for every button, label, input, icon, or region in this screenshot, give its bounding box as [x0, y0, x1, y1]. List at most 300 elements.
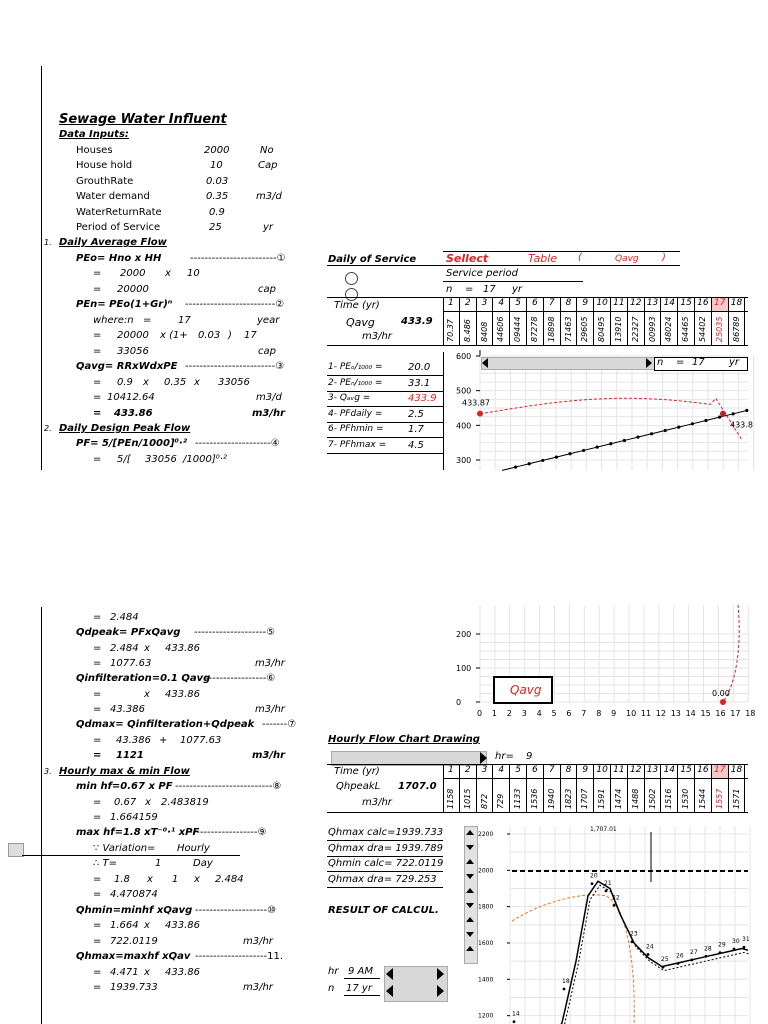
value: 2.484 — [110, 612, 139, 623]
eq-sign: = — [93, 936, 102, 947]
value: 1.8 — [114, 874, 130, 885]
cell-divider — [660, 779, 661, 812]
value-cell: 1474 — [614, 788, 623, 809]
point-right — [720, 411, 726, 417]
data-point — [647, 953, 650, 956]
value: 33056 — [218, 377, 250, 388]
divider — [327, 391, 443, 392]
value-cell: 48024 — [664, 316, 674, 342]
value: 1077.63 — [110, 658, 152, 669]
cell-divider — [610, 779, 611, 812]
qpeak-value: 1707.0 — [398, 781, 437, 792]
qpeak-label: QhpeakL — [336, 781, 381, 792]
value-cell: 1015 — [462, 788, 472, 809]
divider — [327, 856, 443, 857]
data-point — [541, 459, 544, 462]
year-cell: 9 — [577, 298, 594, 311]
y-tick-label: 1600 — [478, 940, 494, 947]
data-point — [664, 429, 667, 432]
value-cell: 18898 — [546, 316, 556, 342]
section-heading: Daily Average Flow — [59, 237, 167, 248]
value-cell: 8.486 — [462, 319, 472, 342]
unit: m3/hr — [243, 936, 273, 947]
value: 4.471 — [110, 967, 139, 978]
value-cell: 87278 — [530, 316, 539, 342]
value-cell: 86789 — [731, 316, 741, 342]
divider — [327, 453, 443, 454]
cell-divider — [492, 779, 493, 812]
year-cell: 1 — [443, 765, 460, 778]
formula: Qavg= RRxWdxPE — [76, 361, 178, 372]
operator: x — [144, 967, 150, 978]
scroll-left-icon[interactable] — [482, 358, 488, 368]
input-label: Houses — [76, 145, 113, 156]
point-label: 24 — [646, 943, 654, 951]
divider — [327, 265, 443, 266]
operator: x — [147, 874, 153, 885]
formula: Qdmax= Qinfilteration+Qdpeak — [76, 719, 255, 730]
divider — [327, 422, 443, 423]
result-value: 33.1 — [408, 377, 431, 389]
value: 0.9 — [117, 377, 133, 388]
value-cell: 1158 — [446, 788, 455, 809]
design-curve — [723, 605, 739, 702]
year-cell: 17 — [712, 765, 729, 778]
y-tick-label: 0 — [456, 698, 462, 707]
point-label: 25 — [661, 956, 669, 964]
x-tick-label: 10 — [626, 709, 637, 718]
eq-sign: = — [93, 735, 102, 746]
spin-up-icon[interactable] — [466, 859, 474, 864]
x-tick-label: 6 — [566, 709, 572, 718]
result-value: 1.7 — [408, 424, 424, 435]
data-point — [733, 948, 736, 951]
unit: m3/d — [256, 392, 282, 403]
data-point — [613, 904, 616, 907]
data-label: 433.8 — [730, 420, 753, 430]
value: 43.386 — [110, 704, 145, 715]
cell-divider — [644, 312, 645, 345]
value: 1 — [155, 858, 162, 869]
input-label: Period of Service — [76, 222, 161, 233]
unit: yr — [729, 357, 740, 368]
hourly-chart — [476, 822, 748, 1024]
year-cell: 6 — [527, 765, 544, 778]
x-tick-label: 4 — [536, 709, 542, 718]
x-tick-label: 18 — [745, 709, 756, 718]
n-value[interactable]: 17 — [483, 284, 496, 295]
input-label: GrouthRate — [76, 176, 134, 187]
unit: Day — [193, 858, 213, 869]
eq-sign: = — [93, 268, 102, 279]
point-left — [477, 411, 483, 417]
value[interactable]: Hourly — [177, 843, 210, 854]
value-cell: 1133 — [513, 788, 523, 809]
value: 17 — [244, 330, 257, 341]
spin-up-icon[interactable] — [466, 830, 474, 835]
value: 1077.63 — [180, 735, 222, 746]
y-tick-label: 200 — [456, 630, 472, 639]
y-tick-label: 300 — [456, 456, 472, 465]
cell-divider — [543, 779, 544, 812]
eq-sign: = — [93, 967, 102, 978]
section-number: 1. — [44, 238, 52, 247]
value: 433.86 — [165, 920, 200, 931]
cell-divider — [627, 312, 628, 345]
input-value[interactable]: 0.03 — [206, 176, 229, 187]
year-cell: 15 — [678, 765, 695, 778]
spin-down-icon[interactable] — [466, 845, 474, 850]
year-cell: 2 — [460, 765, 477, 778]
operator: x — [194, 377, 200, 388]
year-cell: 17 — [712, 298, 729, 311]
year-cell: 18 — [729, 298, 746, 311]
operator: x — [144, 643, 150, 654]
divider — [443, 265, 680, 266]
year-cell: 12 — [628, 298, 645, 311]
margin-line — [41, 607, 42, 1024]
point-label: 27 — [690, 948, 698, 956]
result-label: 4- PFdaily = — [328, 408, 383, 419]
legend-label: Qavg — [510, 683, 542, 697]
result-calc-label: RESULT OF CALCUL. — [328, 905, 439, 916]
data-point — [568, 452, 571, 455]
point-label: 21 — [604, 879, 612, 887]
spin-down-icon[interactable] — [466, 932, 474, 937]
year-cell: 11 — [611, 765, 628, 778]
input-unit: No — [260, 145, 274, 156]
y-tick-label: 100 — [456, 664, 472, 673]
x-tick-label: 15 — [700, 709, 711, 718]
data-point — [605, 889, 608, 892]
label: where:n — [93, 315, 134, 326]
value: 2.484 — [110, 643, 139, 654]
data-point — [745, 409, 748, 412]
year-cell: 10 — [594, 765, 611, 778]
spin-up-icon[interactable] — [466, 888, 474, 893]
equation-marker: --------------------⑤ — [194, 627, 276, 638]
input-label: WaterReturnRate — [76, 207, 162, 218]
n-label: n — [657, 357, 664, 368]
eq-sign: = — [143, 315, 152, 326]
hr-label: hr — [328, 966, 339, 977]
value-cell: 44606 — [496, 316, 506, 342]
value-cell: 872 — [479, 793, 489, 809]
year-cell: 8 — [561, 765, 578, 778]
x-tick-label: 13 — [670, 709, 681, 718]
formula: max hf=1.8 xT⁻⁰·¹ xPF — [76, 827, 200, 838]
operator: x — [165, 268, 171, 279]
year-cell: 2 — [460, 298, 477, 311]
x-tick-label: 8 — [596, 709, 602, 718]
hourly-result: Qhmin calc= 722.0119 — [328, 858, 444, 869]
point-label: 26 — [676, 952, 684, 960]
value-cell: 22327 — [630, 316, 640, 342]
x-tick-label: 2 — [506, 709, 512, 718]
x-tick-label: 17 — [730, 709, 741, 718]
input-value[interactable]: 0.9 — [209, 207, 225, 218]
hourly-result: Qhmax dra= 1939.789 — [328, 842, 444, 854]
hourly-heading: Hourly Flow Chart Drawing — [328, 734, 480, 745]
year-cell: 4 — [493, 298, 510, 311]
result-label: 6- PFhmin = — [328, 424, 384, 434]
divider — [327, 871, 443, 872]
data-label: 433.87 — [462, 398, 490, 408]
value-cell: 1488 — [630, 788, 640, 809]
value-cell: 25035 — [714, 316, 724, 342]
value: 1.664 — [110, 920, 139, 931]
cell-divider — [660, 312, 661, 345]
value: 20000 — [117, 284, 149, 295]
hourly-result: Qhmax calc=1939.733 — [328, 827, 444, 838]
eq-sign: = — [93, 812, 102, 823]
result-value: 433.9 — [408, 393, 437, 404]
value-cell: 729 — [496, 793, 506, 809]
cell-divider — [677, 312, 678, 345]
input-value[interactable]: 2000 — [204, 145, 230, 156]
formula: Qhmin=minhf xQavg — [76, 905, 193, 916]
operator: x (1+ — [160, 330, 188, 341]
select-value[interactable]: Qavg — [615, 254, 639, 264]
result-label: 3- Qₐᵥg = — [328, 393, 371, 403]
value-cell: 1536 — [530, 788, 539, 809]
qavg-label: Qavg — [346, 316, 375, 329]
section-number: 3. — [44, 767, 52, 776]
result-label: 2- PEₙ/₁₀₀₀ = — [328, 377, 383, 388]
hr-value[interactable]: 9 AM — [348, 966, 374, 977]
data-point — [719, 951, 722, 954]
qavg-unit: m3/hr — [362, 331, 392, 342]
service-heading: Daily of Service — [328, 254, 417, 265]
point-label: 18 — [562, 977, 570, 985]
cell-divider — [526, 779, 527, 812]
equation-marker: -----------------⑥ — [205, 673, 276, 684]
data-label: 0.00 — [712, 689, 730, 698]
data-point — [582, 449, 585, 452]
spin-down-icon[interactable] — [466, 903, 474, 908]
cell-divider — [694, 779, 695, 812]
unit: cap — [258, 284, 276, 295]
value: 2000 — [120, 268, 146, 279]
equation-marker: -------⑦ — [262, 719, 297, 730]
right-arrow-icon[interactable] — [437, 985, 444, 997]
label: ∴ T= — [93, 858, 118, 869]
formula: PF= 5/[PEn/1000]⁰·² — [76, 438, 188, 449]
input-value[interactable]: 0.35 — [206, 191, 229, 202]
operator: x — [144, 689, 150, 700]
formula: Qhmax=maxhf xQav — [76, 951, 191, 962]
eq-sign: = — [93, 889, 102, 900]
formula: Qdpeak= PFxQavg — [76, 627, 181, 638]
y-tick-label: 1800 — [478, 903, 494, 911]
eq-sign: = — [676, 357, 685, 368]
y-tick-label: 1200 — [478, 1012, 494, 1020]
input-label: House hold — [76, 160, 133, 171]
section-heading: Hourly max & min Flow — [59, 766, 190, 777]
cell-divider — [492, 312, 493, 345]
paren: ( — [578, 252, 582, 263]
radio-button[interactable] — [345, 272, 358, 285]
year-cell: 18 — [729, 765, 746, 778]
operator: x — [145, 797, 151, 808]
time-label: Time (yr) — [334, 766, 380, 777]
input-unit: m3/d — [256, 191, 282, 202]
value: 33056 — [145, 454, 177, 465]
year-cell: 3 — [477, 298, 494, 311]
value: 0.67 — [114, 797, 137, 808]
year-cell: 10 — [594, 298, 611, 311]
point-label: 22 — [612, 894, 620, 902]
point-label: 23 — [630, 930, 638, 938]
value-cell: 1707 — [580, 788, 590, 809]
x-tick-label: 0 — [477, 709, 483, 718]
formula: min hf=0.67 x PF — [76, 781, 173, 792]
value: 722.0119 — [110, 936, 158, 947]
spin-up-icon[interactable] — [466, 946, 474, 951]
year-cell: 5 — [510, 765, 527, 778]
cell-divider — [576, 312, 577, 345]
eq-sign: = — [93, 284, 102, 295]
value: 10412.64 — [107, 392, 155, 403]
margin-line — [41, 66, 42, 470]
value: 433.86 — [165, 689, 200, 700]
operator: ) — [228, 330, 232, 341]
value: 0.35 — [164, 377, 187, 388]
section-number: 2. — [44, 424, 52, 433]
value: 433.86 — [165, 643, 200, 654]
equation-marker: -------------------⑨ — [189, 827, 267, 838]
left-arrow-icon[interactable] — [386, 985, 393, 997]
cell-divider — [560, 779, 561, 812]
data-point — [732, 412, 735, 415]
divider — [327, 812, 748, 813]
equation-marker: ------------------------① — [190, 253, 286, 264]
spin-up-icon[interactable] — [466, 917, 474, 922]
unit: m3/hr — [252, 750, 286, 761]
unit: m3/hr — [252, 408, 286, 419]
y-tick-label: 2000 — [478, 867, 494, 875]
year-cell: 14 — [661, 765, 678, 778]
hr-value: 9 — [526, 751, 533, 762]
cell-divider — [728, 779, 729, 812]
right-arrow-icon[interactable] — [437, 968, 444, 980]
operator: + — [159, 735, 168, 746]
qpeak-unit: m3/hr — [362, 797, 392, 808]
data-point — [623, 439, 626, 442]
data-point — [609, 442, 612, 445]
input-unit: yr — [263, 222, 274, 233]
n-label: n — [328, 983, 335, 994]
year-cell: 14 — [661, 298, 678, 311]
result-value: 20.0 — [408, 362, 431, 373]
formula: Qinfilteration=0.1 Qavg — [76, 673, 211, 684]
value-cell: 1940 — [546, 788, 556, 809]
year-cell: 1 — [443, 298, 460, 311]
equation-marker: --------------------⑩ — [195, 905, 277, 916]
chart-scrollbar[interactable] — [481, 357, 655, 370]
spin-down-icon[interactable] — [466, 874, 474, 879]
unit: cap — [258, 346, 276, 357]
unit: m3/hr — [243, 982, 273, 993]
year-cell: 7 — [544, 298, 561, 311]
data-point — [691, 422, 694, 425]
unit: m3/hr — [255, 658, 285, 669]
data-point — [513, 1020, 516, 1023]
x-tick-label: 7 — [581, 709, 587, 718]
n-label: n — [446, 284, 453, 295]
year-cell: 15 — [678, 298, 695, 311]
cell-divider — [476, 779, 477, 812]
data-point — [596, 446, 599, 449]
cell-divider — [711, 779, 712, 812]
input-value[interactable]: 10 — [210, 160, 223, 171]
value: 433.86 — [165, 967, 200, 978]
result-value: 2.5 — [408, 408, 424, 420]
data-point — [704, 419, 707, 422]
y-tick-label: 500 — [456, 386, 472, 396]
eq-sign: = — [93, 920, 102, 931]
cell-divider — [576, 779, 577, 812]
cell-divider — [509, 312, 510, 345]
input-value[interactable]: 25 — [209, 222, 222, 233]
divider — [344, 978, 380, 979]
x-tick-label: 9 — [611, 709, 617, 718]
service-period-label: Service period — [446, 268, 518, 279]
x-tick-label: 12 — [655, 709, 666, 718]
data-point — [555, 455, 558, 458]
divider — [327, 345, 748, 346]
year-cell: 6 — [527, 298, 544, 311]
cell-divider — [593, 312, 594, 345]
eq-sign: = — [93, 658, 102, 669]
eq-sign: = — [93, 346, 102, 357]
design-curve — [512, 895, 634, 1024]
eq-sign: = — [93, 874, 102, 885]
eq-sign: = — [93, 750, 102, 761]
value-cell: 00993 — [647, 316, 657, 342]
value: 0.03 — [198, 330, 221, 341]
scroll-right-icon[interactable] — [480, 752, 487, 764]
peak-label: 1,707.01 — [590, 826, 617, 833]
n-value[interactable]: 17 yr — [346, 983, 372, 994]
eq-sign: = — [93, 643, 102, 654]
result-label: 7- PFhmax = — [328, 439, 387, 450]
cell-divider — [694, 312, 695, 345]
divider — [327, 840, 443, 841]
time-label: Time (yr) — [334, 300, 380, 311]
scroll-right-icon[interactable] — [646, 358, 652, 368]
x-tick-label: 14 — [685, 709, 696, 718]
value: 20000 — [117, 330, 149, 341]
value-cell: 29605 — [580, 316, 590, 342]
cell-divider — [744, 779, 745, 812]
eq-sign: = — [93, 797, 102, 808]
cell-divider — [644, 779, 645, 812]
left-arrow-icon[interactable] — [386, 968, 393, 980]
data-point — [743, 946, 746, 949]
data-point — [636, 436, 639, 439]
eq-sign: = — [93, 704, 102, 715]
value: 1121 — [116, 750, 144, 761]
input-label: Water demand — [76, 191, 150, 202]
select-label: Sellect — [446, 252, 489, 265]
cell-divider — [509, 779, 510, 812]
cell-divider — [610, 312, 611, 345]
value: 1939.733 — [110, 982, 158, 993]
year-cell: 13 — [645, 298, 662, 311]
hourly-result: Qhmax dra= 729.253 — [328, 873, 437, 885]
value-cell: 13910 — [614, 316, 623, 342]
